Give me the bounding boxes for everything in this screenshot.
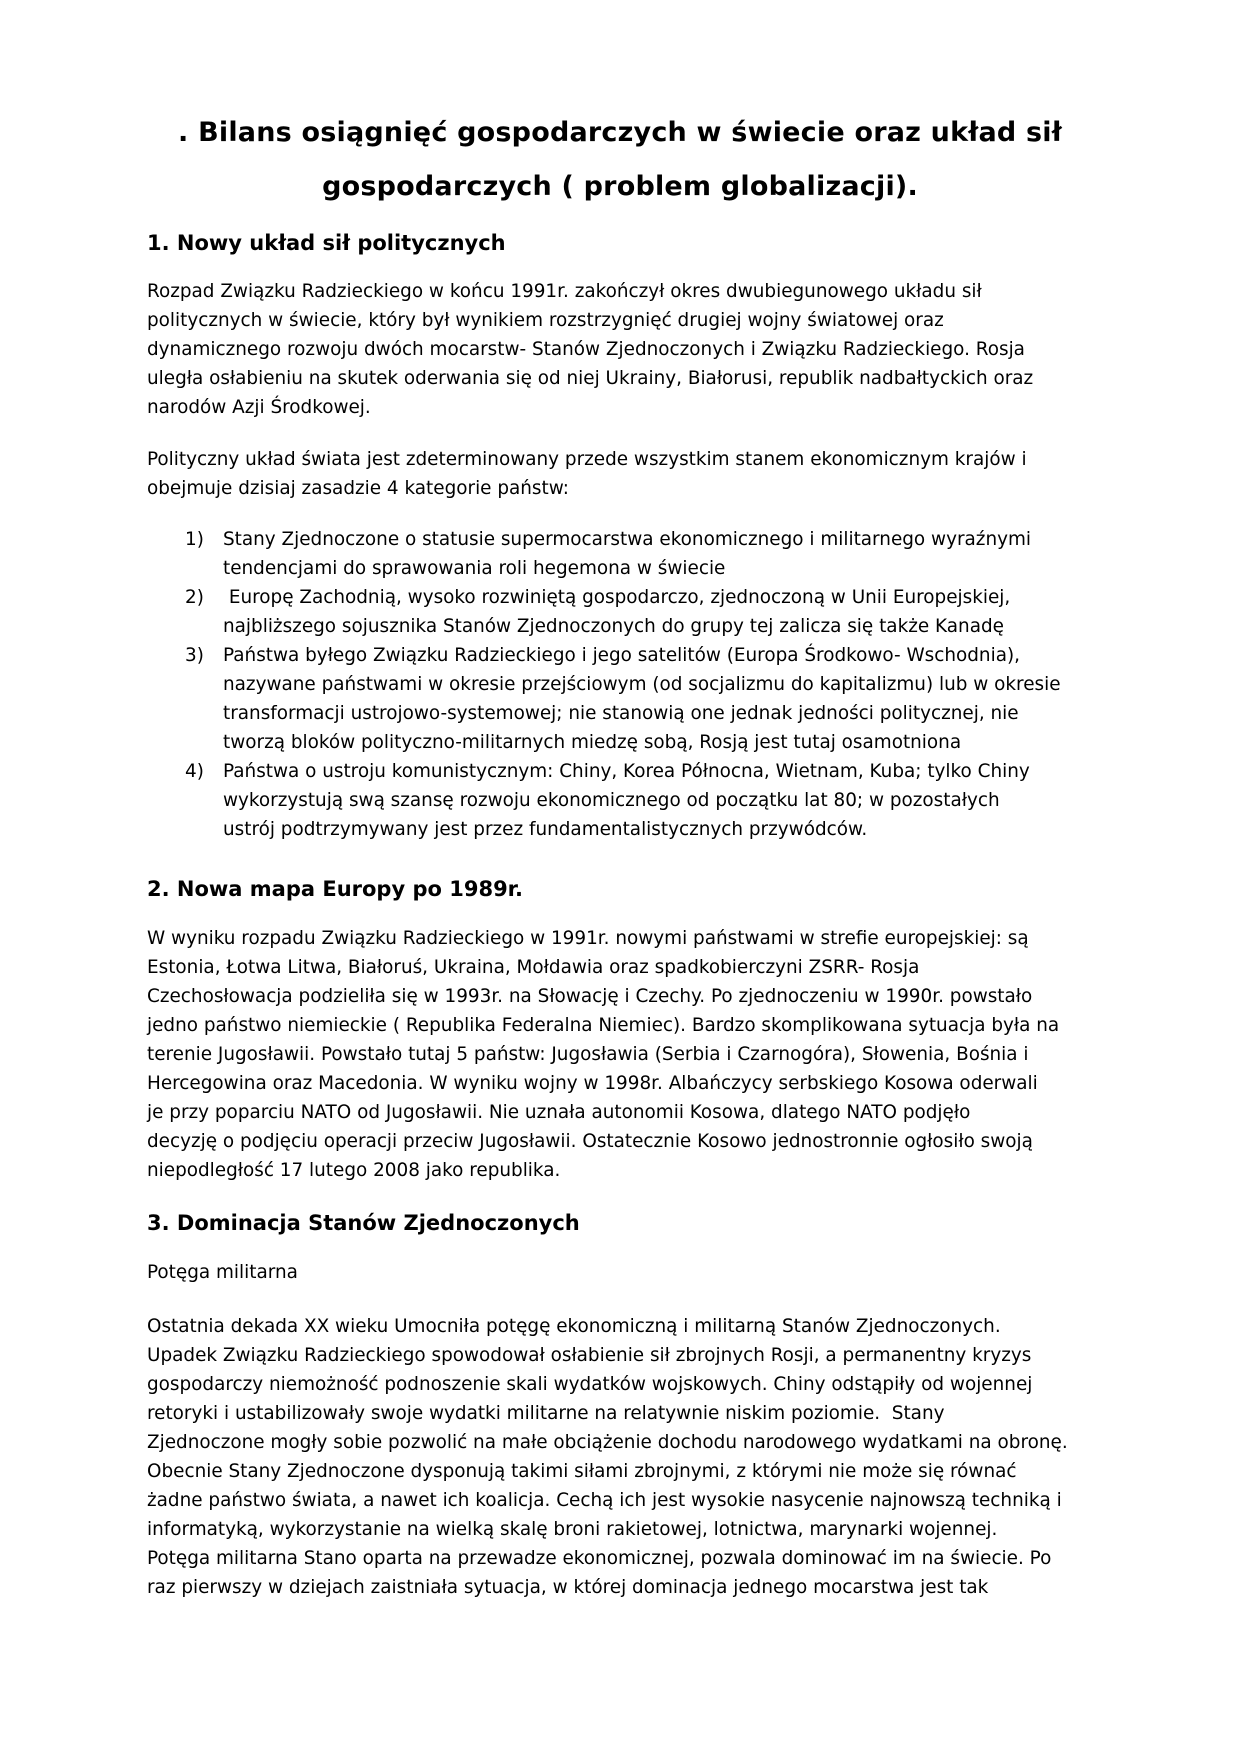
text-line: Czechosłowacja podzieliła się w 1993r. na Słowację i Czechy. Po zjednoczeniu w 1990r. powstało [147, 986, 1033, 1007]
list-number: 1) [185, 529, 204, 550]
paragraph-1-1 [147, 277, 1087, 422]
list-number: 3) [185, 645, 204, 666]
text-line: Rozpad Związku Radzieckiego w końcu 1991r. zakończył okres dwubiegunowego układu sił [147, 281, 982, 302]
text-line: Estonia, Łotwa Litwa, Białoruś, Ukraina, Mołdawia oraz spadkobierczyni ZSRR- Rosja [147, 957, 920, 978]
text-line: wykorzystują swą szansę rozwoju ekonomicznego od początku lat 80; w pozostałych [223, 790, 1000, 811]
text-line: Państwa o ustroju komunistycznym: Chiny, Korea Północna, Wietnam, Kuba; tylko Chiny [223, 761, 1030, 782]
paragraph-3-1 [147, 1312, 1087, 1602]
text-line: niepodległość 17 lutego 2008 jako republika. [147, 1160, 561, 1181]
paragraph-1-2 [147, 445, 1087, 503]
title-line: . Bilans osiągnięć gospodarczych w świecie oraz układ sił [178, 117, 1062, 148]
list-item [147, 525, 1087, 583]
list-number: 4) [185, 761, 204, 782]
document-title [140, 106, 1100, 214]
text-line: politycznych w świecie, który był wynikiem rozstrzygnięć drugiej wojny światowej oraz [147, 310, 944, 331]
text-line: Potęga militarna Stano oparta na przewadze ekonomicznej, pozwala dominować im na świecie. Po [147, 1548, 1052, 1569]
text-line: ustrój podtrzymywany jest przez fundamentalistycznych przywódców. [223, 819, 868, 840]
text-line: najbliższego sojusznika Stanów Zjednoczonych do grupy tej zalicza się także Kanadę [223, 616, 1004, 637]
text-line: Obecnie Stany Zjednoczone dysponują takimi siłami zbrojnymi, z którymi nie może się równać [147, 1461, 1017, 1482]
text-line: Stany Zjednoczone o statusie supermocarstwa ekonomicznego i militarnego wyraźnymi [223, 529, 1032, 550]
text-line: W wyniku rozpadu Związku Radzieckiego w 1991r. nowymi państwami w strefie europejskiej: są [147, 928, 1029, 949]
text-line: Upadek Związku Radzieckiego spowodował osłabienie sił zbrojnych Rosji, a permanentny kryzys [147, 1345, 1032, 1366]
text-line: uległa osłabieniu na skutek oderwania się od niej Ukrainy, Białorusi, republik nadbałtyckich oraz [147, 368, 1034, 389]
text-line: transformacji ustrojowo-systemowej; nie stanowią one jednak jedności politycznej, nie [223, 703, 1019, 724]
text-line: terenie Jugosławii. Powstało tutaj 5 państw: Jugosławia (Serbia i Czarnogóra), Słowenia, Bośnia i [147, 1044, 1029, 1065]
text-line: nazywane państwami w okresie przejściowym (od socjalizmu do kapitalizmu) lub w okresie [223, 674, 1061, 695]
text-line: raz pierwszy w dziejach zaistniała sytuacja, w której dominacja jednego mocarstwa jest tak [147, 1577, 989, 1598]
text-line: tendencjami do sprawowania roli hegemona w świecie [223, 558, 726, 579]
text-line: tworzą bloków polityczno-militarnych miedzę sobą, Rosją jest tutaj osamotniona [223, 732, 962, 753]
text-line: informatyką, wykorzystanie na wielką skalę broni rakietowej, lotnictwa, marynarki wojennej. [147, 1519, 998, 1540]
text-line: Europę Zachodnią, wysoko rozwiniętą gospodarczo, zjednoczoną w Unii Europejskiej, [223, 587, 1011, 608]
text-line: Polityczny układ świata jest zdeterminowany przede wszystkim stanem ekonomicznym krajów i [147, 449, 1027, 470]
text-line: żadne państwo świata, a nawet ich koalicja. Cechą ich jest wysokie nasycenie najnowszą techniką i [147, 1490, 1062, 1511]
text-line: jedno państwo niemieckie ( Republika Federalna Niemiec). Bardzo skomplikowana sytuacja była na [147, 1015, 1060, 1036]
text-line: Hercegowina oraz Macedonia. W wyniku wojny w 1998r. Albańczycy serbskiego Kosowa oderwali [147, 1073, 1038, 1094]
text-line: decyzję o podjęciu operacji przeciw Jugosławii. Ostatecznie Kosowo jednostronnie ogłosiło swoją [147, 1131, 1033, 1152]
section-heading-1: 1. Nowy układ sił politycznych [147, 231, 506, 255]
text-line: je przy poparciu NATO od Jugosławii. Nie uznała autonomii Kosowa, dlatego NATO podjęło [147, 1102, 971, 1123]
text-line: narodów Azji Środkowej. [147, 397, 371, 418]
list-item [147, 583, 1087, 641]
text-line: Zjednoczone mogły sobie pozwolić na małe obciążenie dochodu narodowego wydatkami na obronę. [147, 1432, 1068, 1453]
section-heading-3: 3. Dominacja Stanów Zjednoczonych [147, 1211, 580, 1235]
subheading-military-power: Potęga militarna [147, 1262, 298, 1283]
title-line: gospodarczych ( problem globalizacji). [322, 171, 918, 202]
list-number: 2) [185, 587, 204, 608]
list-item [147, 757, 1087, 844]
text-line: gospodarczy niemożność podnoszenie skali wydatków wojskowych. Chiny odstąpiły od wojennej [147, 1374, 1033, 1395]
text-line: retoryki i ustabilizowały swoje wydatki militarne na relatywnie niskim poziomie. Stany [147, 1403, 945, 1424]
country-categories-list [147, 525, 1087, 844]
text-line: dynamicznego rozwoju dwóch mocarstw- Stanów Zjednoczonych i Związku Radzieckiego. Rosja [147, 339, 1025, 360]
paragraph-2-1 [147, 924, 1087, 1185]
list-item [147, 641, 1087, 757]
section-heading-2: 2. Nowa mapa Europy po 1989r. [147, 877, 524, 901]
text-line: Państwa byłego Związku Radzieckiego i jego satelitów (Europa Środkowo- Wschodnia), [223, 645, 1020, 666]
text-line: Ostatnia dekada XX wieku Umocniła potęgę ekonomiczną i militarną Stanów Zjednoczonych. [147, 1316, 1001, 1337]
text-line: obejmuje dzisiaj zasadzie 4 kategorie państw: [147, 478, 569, 499]
